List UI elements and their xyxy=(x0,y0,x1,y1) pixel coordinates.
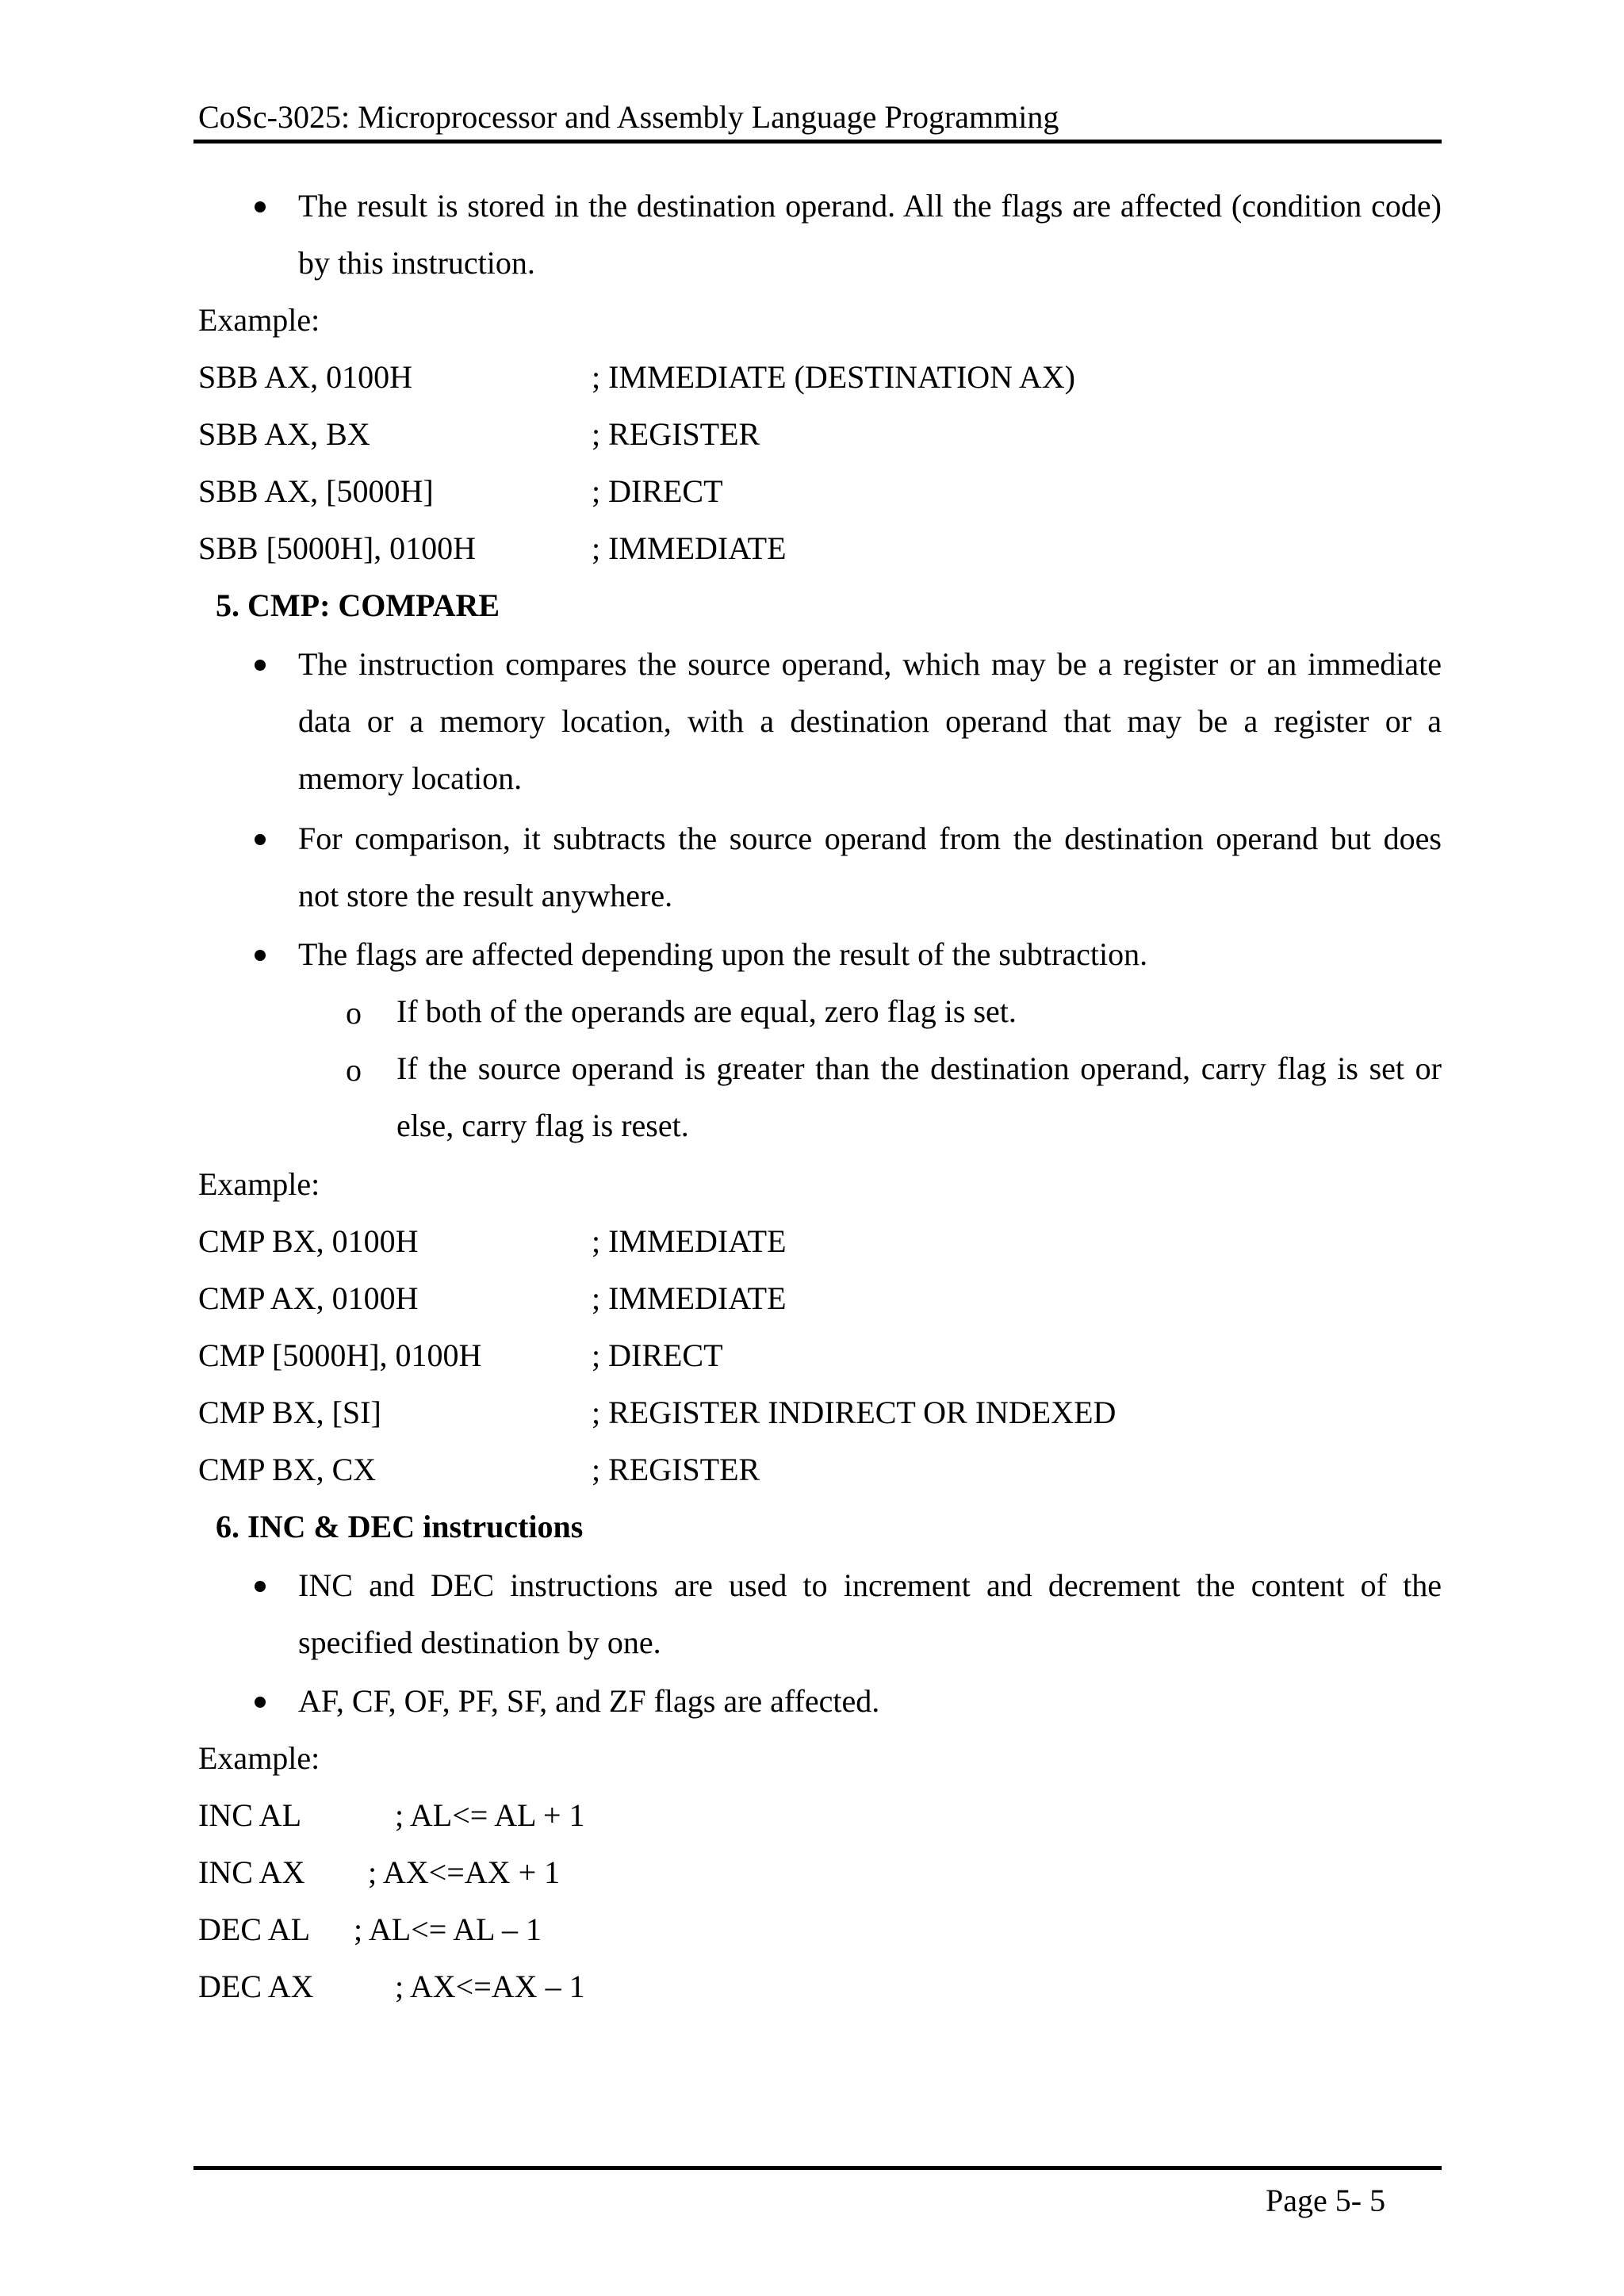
cmp-example-comment: ; IMMEDIATE xyxy=(592,1223,787,1259)
sbb-example-comment: ; REGISTER xyxy=(592,416,760,452)
cmp-heading: 5. CMP: COMPARE xyxy=(216,587,500,623)
cmp-bullet3-line-1: The flags are affected depending upon the result of the subtraction. xyxy=(298,936,1148,972)
bullet-icon xyxy=(255,201,266,212)
sbb-example-comment: ; DIRECT xyxy=(592,473,723,509)
cmp-example-code: CMP [5000H], 0100H xyxy=(198,1337,482,1373)
bullet-icon xyxy=(255,660,266,671)
inc-dec-example-code: INC AX xyxy=(198,1854,305,1890)
sbb-example-label: Example: xyxy=(198,302,320,338)
bullet-icon xyxy=(255,1697,266,1708)
inc-dec-example-code: DEC AX xyxy=(198,1969,314,2004)
sbb-bullet-line-2: by this instruction. xyxy=(298,245,535,281)
inc-dec-example-comment: ; AX<=AX – 1 xyxy=(395,1969,585,2004)
inc-dec-example-comment: ; AL<= AL – 1 xyxy=(354,1911,542,1947)
inc-dec-bullet2-line-1: AF, CF, OF, PF, SF, and ZF flags are affected. xyxy=(298,1683,880,1719)
bullet-icon xyxy=(255,1581,266,1592)
sbb-example-comment: ; IMMEDIATE xyxy=(592,530,787,566)
cmp-example-code: CMP AX, 0100H xyxy=(198,1280,419,1316)
cmp-bullet1-line-2: data or a memory location, with a destination operand that may be a register or a xyxy=(298,703,1442,739)
cmp-example-comment: ; REGISTER INDIRECT OR INDEXED xyxy=(592,1395,1116,1430)
cmp-bullet1-line-3: memory location. xyxy=(298,760,523,796)
cmp-example-comment: ; DIRECT xyxy=(592,1337,723,1373)
cmp-sub1-line-1: If both of the operands are equal, zero flag is set. xyxy=(396,993,1017,1029)
inc-dec-example-comment: ; AL<= AL + 1 xyxy=(395,1797,585,1833)
cmp-example-comment: ; REGISTER xyxy=(592,1452,760,1487)
footer-rule xyxy=(193,2166,1442,2170)
cmp-bullet2-line-1: For comparison, it subtracts the source operand from the destination operand but does xyxy=(298,821,1442,856)
sbb-example-code: SBB [5000H], 0100H xyxy=(198,530,477,566)
inc-dec-example-code: DEC AL xyxy=(198,1911,311,1947)
inc-dec-bullet1-line-2: specified destination by one. xyxy=(298,1624,661,1660)
page-number: Page 5- 5 xyxy=(1266,2183,1386,2218)
inc-dec-bullet1-line-1: INC and DEC instructions are used to increment and decrement the content of the xyxy=(298,1567,1442,1603)
sbb-example-code: SBB AX, BX xyxy=(198,416,370,452)
cmp-bullet1-line-1: The instruction compares the source operand, which may be a register or an immediate xyxy=(298,646,1442,682)
circle-bullet-icon: o xyxy=(346,1052,362,1088)
cmp-example-code: CMP BX, CX xyxy=(198,1452,377,1487)
bullet-icon xyxy=(255,834,266,845)
circle-bullet-icon: o xyxy=(346,995,362,1031)
bullet-icon xyxy=(255,950,266,961)
cmp-sub2-line-1: If the source operand is greater than the destination operand, carry flag is set or xyxy=(396,1050,1442,1086)
cmp-example-label: Example: xyxy=(198,1166,320,1202)
cmp-bullet2-line-2: not store the result anywhere. xyxy=(298,878,673,913)
cmp-example-code: CMP BX, [SI] xyxy=(198,1395,381,1430)
sbb-example-comment: ; IMMEDIATE (DESTINATION AX) xyxy=(592,359,1075,395)
inc-dec-heading: 6. INC & DEC instructions xyxy=(216,1509,584,1544)
sbb-example-code: SBB AX, [5000H] xyxy=(198,473,434,509)
sbb-bullet-line-1: The result is stored in the destination operand. All the flags are affected (condition code) xyxy=(298,188,1442,224)
header-course-title: CoSc-3025: Microprocessor and Assembly Language Programming xyxy=(198,99,1059,135)
cmp-sub2-line-2: else, carry flag is reset. xyxy=(396,1108,689,1143)
inc-dec-example-code: INC AL xyxy=(198,1797,301,1833)
inc-dec-example-label: Example: xyxy=(198,1740,320,1776)
inc-dec-example-comment: ; AX<=AX + 1 xyxy=(368,1854,561,1890)
sbb-example-code: SBB AX, 0100H xyxy=(198,359,413,395)
cmp-example-code: CMP BX, 0100H xyxy=(198,1223,419,1259)
cmp-example-comment: ; IMMEDIATE xyxy=(592,1280,787,1316)
header-rule xyxy=(193,140,1442,144)
